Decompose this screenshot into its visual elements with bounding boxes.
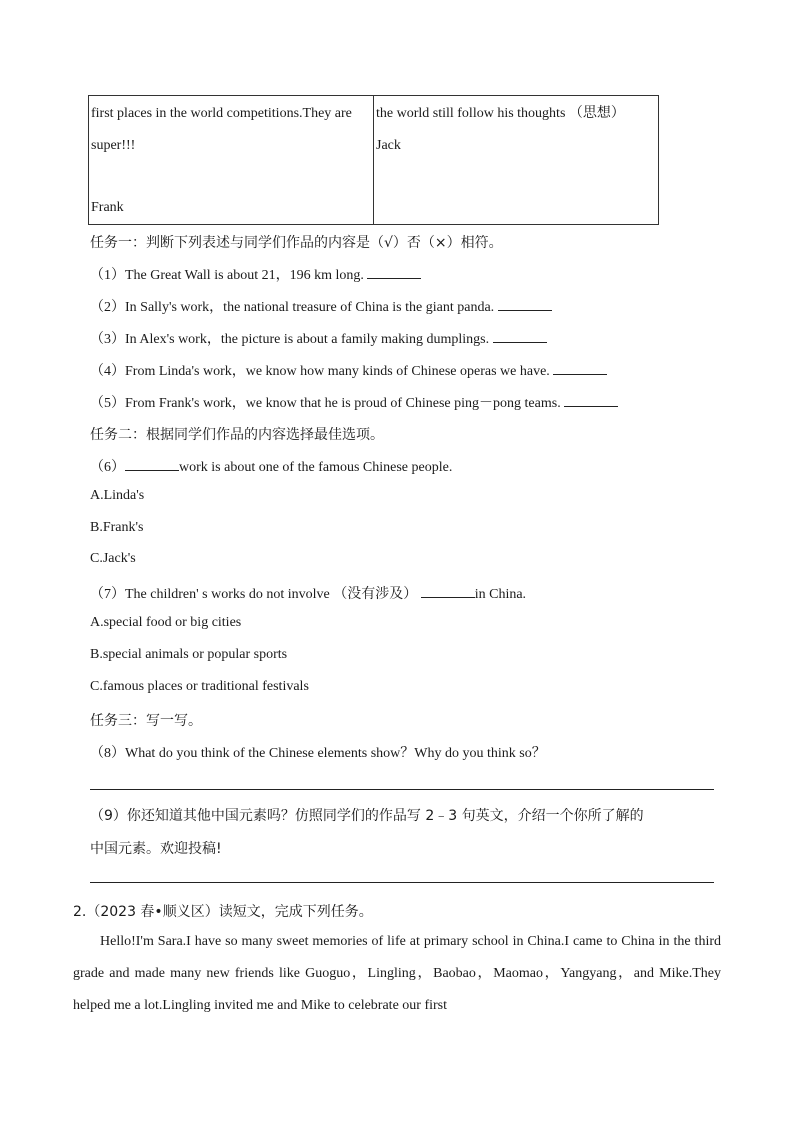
jack-work-cell <box>374 96 659 225</box>
q7-option-a: A.special food or big cities <box>90 615 242 630</box>
question-2-heading: 2.（2023 春•顺义区）读短文，完成下列任务。 <box>73 904 373 920</box>
answer-line-8[interactable] <box>90 789 714 790</box>
frank-name: Frank <box>91 200 124 215</box>
answer-blank-4[interactable] <box>553 360 607 375</box>
answer-blank-7[interactable] <box>421 583 475 598</box>
question-9-line-1: （9）你还知道其他中国元素吗？仿照同学们的作品写 2﹣3 句英文，介绍一个你所了解的 <box>90 808 644 824</box>
reading-passage: Hello!I'm Sara.I have so many sweet memories of life at primary school in China.I came to China in the third grade and made many new friends like Guoguo，Lingling，Baobao，Maomao，Yangyang，and Mike.They helped me a lot.Lingling invited me and Mike to celebrate our first <box>73 934 721 1013</box>
task2-title: 任务二：根据同学们作品的内容选择最佳选项。 <box>90 427 384 443</box>
task1-item-2: （2）In Sally's work，the national treasure of China is the giant panda. <box>90 296 552 316</box>
jack-work-text: the world still follow his thoughts （思想） <box>376 106 625 121</box>
question-9-line-2: 中国元素。欢迎投稿! <box>90 841 222 857</box>
frank-work-text: first places in the world competitions.They are super!!! <box>91 106 352 153</box>
question-6: （6） work is about one of the famous Chinese people. <box>90 456 452 476</box>
answer-blank-3[interactable] <box>493 328 547 343</box>
q7-option-c: C.famous places or traditional festivals <box>90 679 309 694</box>
task1-item-4: （4）From Linda's work，we know how many kinds of Chinese operas we have. <box>90 360 607 380</box>
task1-item-5: （5）From Frank's work，we know that he is proud of Chinese ping－pong teams. <box>90 392 618 412</box>
task3-title: 任务三：写一写。 <box>90 713 202 729</box>
student-works-table <box>88 95 659 225</box>
answer-blank-6[interactable] <box>125 456 179 471</box>
answer-line-9[interactable] <box>90 882 714 883</box>
question-7: （7）The children' s works do not involve （没有涉及） in China. <box>90 583 526 603</box>
q6-option-c: C.Jack's <box>90 551 136 566</box>
q6-option-a: A.Linda's <box>90 488 145 503</box>
question-8: （8）What do you think of the Chinese elements show？Why do you think so？ <box>90 746 546 761</box>
jack-name: Jack <box>376 138 401 153</box>
task1-item-3: （3）In Alex's work，the picture is about a family making dumplings. <box>90 328 547 348</box>
answer-blank-1[interactable] <box>367 264 421 279</box>
q6-option-b: B.Frank's <box>90 520 144 535</box>
answer-blank-5[interactable] <box>564 392 618 407</box>
answer-blank-2[interactable] <box>498 296 552 311</box>
frank-work-cell <box>89 96 374 225</box>
task1-item-1: （1）The Great Wall is about 21，196 km long. <box>90 264 421 284</box>
q7-option-b: B.special animals or popular sports <box>90 647 288 662</box>
task1-title: 任务一：判断下列表述与同学们作品的内容是（√）否（×）相符。 <box>90 235 503 251</box>
